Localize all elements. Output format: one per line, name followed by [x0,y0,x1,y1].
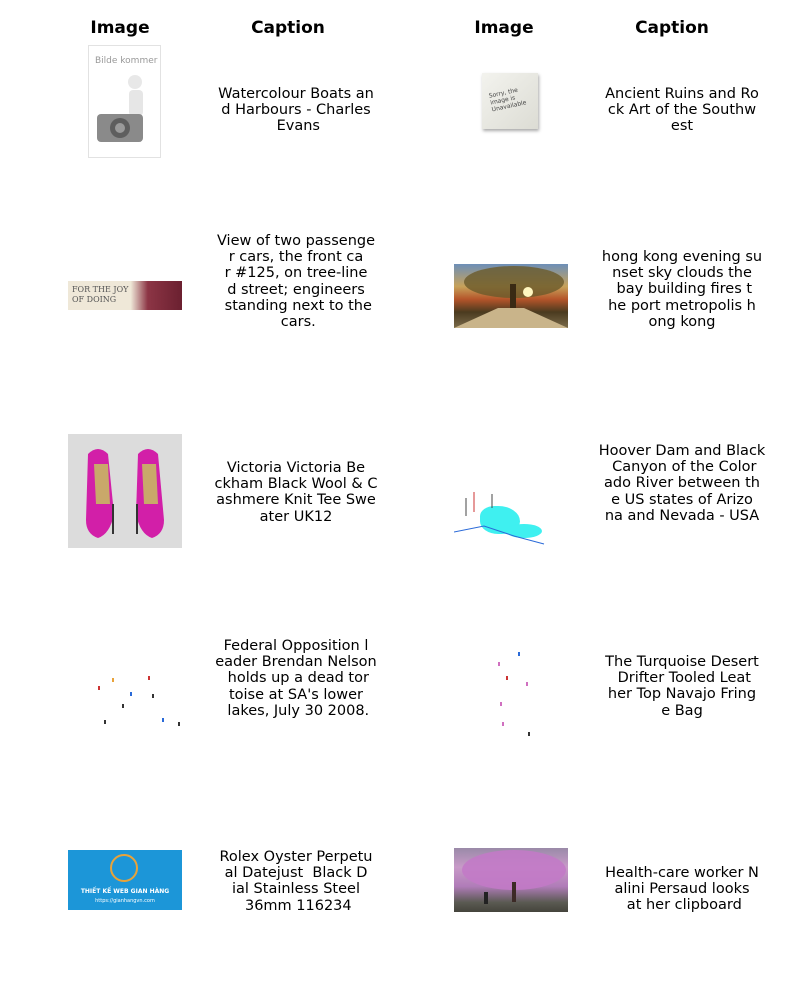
sparse-dots-image [488,632,548,744]
pink-shoes-photo [68,434,182,548]
caption-cell: Watercolour Boats an d Harbours - Charles Evans [218,86,374,135]
tree-sunset-photo [454,264,568,328]
sparse-dots-image [68,668,182,730]
logo-text: THIẾT KẾ WEB GIAN HÀNG [80,888,170,895]
placeholder-camera-image [88,45,161,158]
placeholder-text: Bilde kommer [95,56,158,66]
unavailable-text: Sorry, the image is Unavailable [488,86,528,114]
caption-cell: Health-care worker N alini Persaud looks at her clipboard [605,865,759,914]
blossom-tree-photo [454,848,568,912]
header-image-left: Image [90,18,150,38]
banner-image [68,281,182,310]
cyan-map-image [454,486,546,548]
header-image-right: Image [474,18,534,38]
caption-cell: The Turquoise Desert Drifter Tooled Leat her Top Navajo Fring e Bag [605,654,759,719]
caption-cell: Ancient Ruins and Ro ck Art of the Southw est [605,86,759,135]
unavailable-image-box [454,45,568,158]
header-caption-right: Caption [635,18,709,38]
caption-cell: Victoria Victoria Be ckham Black Wool & C ashmere Knit Tee Swe ater UK12 [214,460,378,525]
caption-cell: hong kong evening su nset sky clouds the bay building fires t he port metropolis h ong kong [601,249,763,330]
logo-subtext: https://gianhangvn.com [95,898,155,904]
banner-text: FOR THE JOY OF DOING [72,285,129,304]
caption-cell: Rolex Oyster Perpetu al Datejust Black D ial Stainless Steel 36mm 116234 [219,849,373,914]
blue-logo-image [68,850,182,910]
caption-cell: View of two passenge r cars, the front ca r #125, on tree-line d street; engineers standing next to the cars. [216,233,376,331]
caption-cell: Federal Opposition l eader Brendan Nelson holds up a dead tor toise at SA's lower lakes, July 30 2008. [215,638,377,719]
caption-cell: Hoover Dam and Black Canyon of the Color ado River between th e US states of Arizo na and Nevada - USA [598,443,766,524]
header-caption-left: Caption [251,18,325,38]
